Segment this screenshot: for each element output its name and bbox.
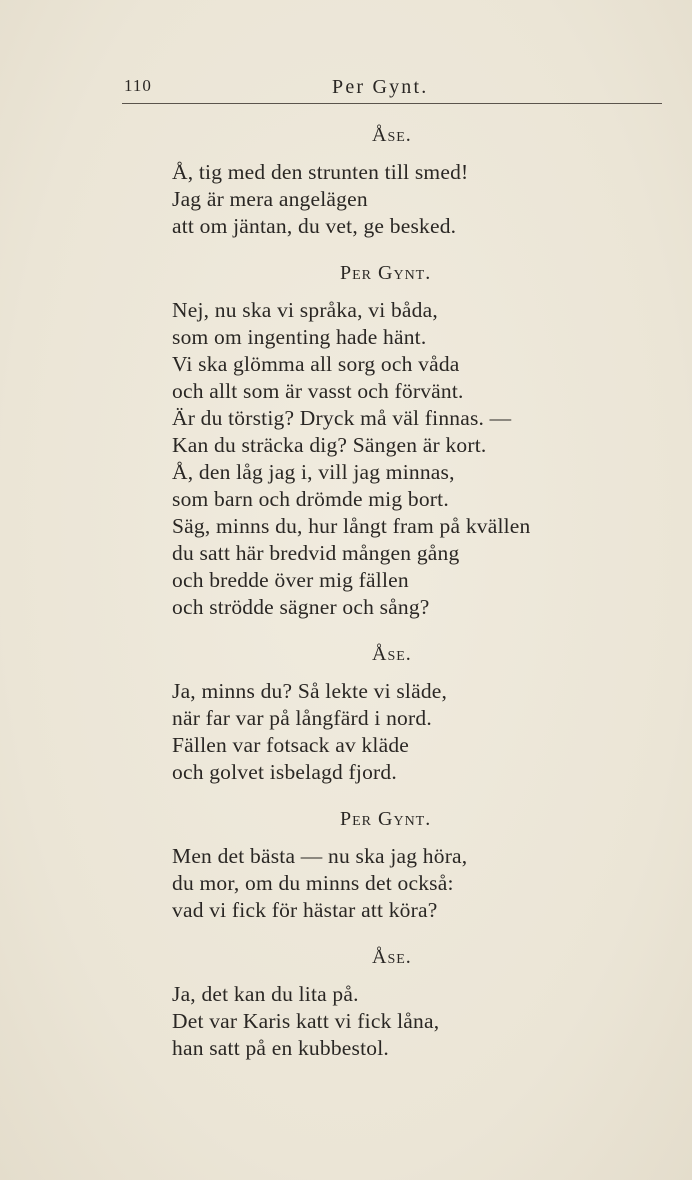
verse-line: Å, den låg jag i, vill jag minnas,	[172, 460, 455, 484]
page-number: 110	[124, 76, 152, 95]
verse-line: när far var på långfärd i nord.	[172, 706, 432, 730]
dialogue-block	[172, 641, 662, 786]
dialogue-block	[172, 122, 662, 240]
speaker-name: Per Gynt.	[340, 262, 432, 284]
verse-line: du mor, om du minns det också:	[172, 871, 454, 895]
verse-line: Nej, nu ska vi språka, vi båda,	[172, 298, 438, 322]
verse-line: Ja, det kan du lita på.	[172, 982, 359, 1006]
verse-line: att om jäntan, du vet, ge besked.	[172, 214, 457, 238]
verse-line: och allt som är vasst och förvänt.	[172, 379, 464, 403]
verse-line: du satt här bredvid mången gång	[172, 541, 460, 565]
verse-line: Säg, minns du, hur långt fram på kvällen	[172, 514, 531, 538]
verse-line: och bredde över mig fällen	[172, 568, 409, 592]
verse-line: Å, tig med den strunten till smed!	[172, 160, 469, 184]
header-rule	[122, 103, 662, 104]
verse-line: som barn och drömde mig bort.	[172, 487, 449, 511]
dialogue-block	[172, 806, 662, 924]
speaker-name: Åse.	[372, 946, 412, 968]
verse-line: han satt på en kubbestol.	[172, 1036, 389, 1060]
speaker-name: Åse.	[372, 124, 412, 146]
verse-line: Kan du sträcka dig? Sängen är kort.	[172, 433, 487, 457]
verse-line: Ja, minns du? Så lekte vi släde,	[172, 679, 448, 703]
verse-line: Fällen var fotsack av kläde	[172, 733, 410, 757]
dialogue-block	[172, 944, 662, 1062]
dialogue-block	[172, 260, 662, 621]
speaker-name: Åse.	[372, 643, 412, 665]
verse-line: Jag är mera angelägen	[172, 187, 368, 211]
verse-line: som om ingenting hade hänt.	[172, 325, 427, 349]
verse-line: Vi ska glömma all sorg och våda	[172, 352, 460, 376]
verse-line: Det var Karis katt vi fick låna,	[172, 1009, 440, 1033]
verse-line: vad vi fick för hästar att köra?	[172, 898, 438, 922]
verse-line: Men det bästa — nu ska jag höra,	[172, 844, 468, 868]
dialogue-content	[172, 122, 662, 1062]
verse-line: Är du törstig? Dryck må väl finnas. —	[172, 406, 512, 430]
page-header	[124, 76, 662, 100]
verse-line: och golvet isbelagd fjord.	[172, 760, 397, 784]
running-title: Per Gynt.	[332, 76, 429, 98]
verse-line: och strödde sägner och sång?	[172, 595, 430, 619]
speaker-name: Per Gynt.	[340, 808, 432, 830]
